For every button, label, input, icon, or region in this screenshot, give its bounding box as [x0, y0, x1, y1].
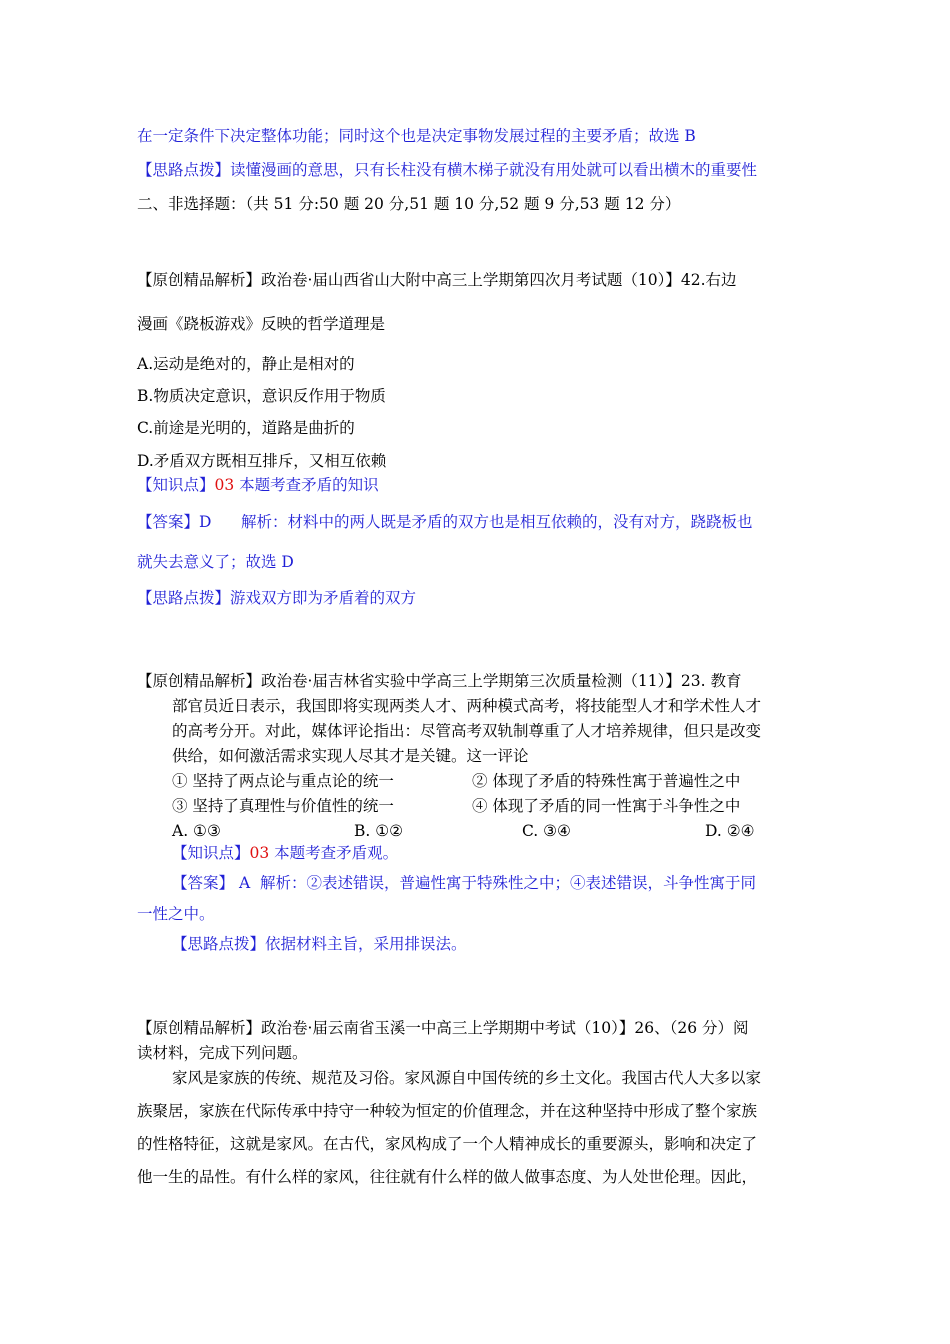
q26-paragraph-line: 族聚居，家族在代际传承中持守一种较为恒定的价值理念，并在这种坚持中形成了整个家族 — [137, 1102, 758, 1120]
q23-knowledge-point — [172, 843, 398, 863]
kp-label: 【知识点】 — [137, 476, 215, 494]
q42-answer-cont: 就失去意义了；故选 D — [137, 553, 294, 571]
tip-line — [137, 160, 757, 180]
tip-text: 依据材料主旨，采用排误法。 — [265, 935, 467, 953]
kp-code: 03 — [214, 476, 235, 494]
q23-stem-line: 供给，如何激活需求实现人尽其才是关键。这一评论 — [172, 747, 529, 765]
tip-text: 游戏双方即为矛盾着的双方 — [230, 589, 417, 607]
q23-tip — [172, 934, 467, 954]
q23-stem-line: 部官员近日表示，我国即将实现两类人才、两种模式高考，将技能型人才和学术性人才 — [172, 697, 762, 715]
q42-answer — [137, 512, 753, 532]
q26-paragraph-line: 他一生的品性。有什么样的家风，往往就有什么样的做人做事态度、为人处世伦理。因此， — [137, 1168, 758, 1186]
analysis-continuation: 在一定条件下决定整体功能；同时这个也是决定事物发展过程的主要矛盾；故选 B — [137, 127, 696, 145]
q42-option-c: C.前途是光明的，道路是曲折的 — [137, 419, 355, 437]
tip-label: 【思路点拨】 — [137, 161, 231, 179]
q23-item-3: ③ 坚持了真理性与价值性的统一 — [172, 797, 394, 815]
q26-paragraph-line: 家风是家族的传统、规范及习俗。家风源自中国传统的乡土文化。我国古代人大多以家 — [172, 1069, 762, 1087]
q23-item-1: ① 坚持了两点论与重点论的统一 — [172, 772, 394, 790]
q23-choice-b: B. ①② — [354, 822, 404, 840]
q23-source: 【原创精品解析】政治卷·届吉林省实验中学高三上学期第三次质量检测（11）】23. 教育 — [137, 672, 742, 690]
section-heading: 二、非选择题：（共 51 分:50 题 20 分,51 题 10 分,52 题 9 分,53 题 12 分） — [137, 195, 681, 213]
q26-source-cont: 读材料，完成下列问题。 — [137, 1044, 308, 1062]
q23-stem-line: 的高考分开。对此，媒体评论指出：尽管高考双轨制尊重了人才培养规律，但只是改变 — [172, 722, 762, 740]
q23-choice-c: C. ③④ — [522, 822, 571, 840]
answer-label: 【答案】 — [172, 874, 235, 892]
q42-knowledge-point — [137, 475, 379, 495]
q42-tip — [137, 588, 416, 608]
tip-text: 读懂漫画的意思，只有长柱没有横木梯子就没有用处就可以看出横木的重要性 — [230, 161, 758, 179]
answer-label: 【答案】 — [137, 513, 200, 531]
kp-code: 03 — [249, 844, 270, 862]
answer-text: A 解析：②表述错误，普遍性寓于特殊性之中；④表述错误，斗争性寓于同 — [234, 874, 756, 892]
q42-stem: 漫画《跷板游戏》反映的哲学道理是 — [137, 315, 386, 333]
tip-label: 【思路点拨】 — [172, 935, 266, 953]
q23-choice-a: A. ①③ — [172, 822, 221, 840]
q23-item-4: ④ 体现了矛盾的同一性寓于斗争性之中 — [472, 797, 741, 815]
q23-item-2: ② 体现了矛盾的特殊性寓于普遍性之中 — [472, 772, 741, 790]
kp-text: 本题考查矛盾的知识 — [234, 476, 379, 494]
q42-option-a: A.运动是绝对的，静止是相对的 — [137, 355, 355, 373]
q26-paragraph-line: 的性格特征，这就是家风。在古代，家风构成了一个人精神成长的重要源头，影响和决定了 — [137, 1135, 758, 1153]
q42-option-b: B.物质决定意识，意识反作用于物质 — [137, 387, 386, 405]
q26-source: 【原创精品解析】政治卷·届云南省玉溪一中高三上学期期中考试（10）】26、（26 分）阅 — [137, 1019, 749, 1037]
q23-answer — [172, 873, 756, 893]
q42-source: 【原创精品解析】政治卷·届山西省山大附中高三上学期第四次月考试题（10）】42.右边 — [137, 271, 737, 289]
answer-text: D 解析：材料中的两人既是矛盾的双方也是相互依赖的，没有对方，跷跷板也 — [199, 513, 753, 531]
kp-label: 【知识点】 — [172, 844, 250, 862]
q23-answer-cont: 一性之中。 — [137, 905, 215, 923]
tip-label: 【思路点拨】 — [137, 589, 231, 607]
kp-text: 本题考查矛盾观。 — [269, 844, 399, 862]
q42-option-d: D.矛盾双方既相互排斥，又相互依赖 — [137, 452, 387, 470]
q23-choice-d: D. ②④ — [705, 822, 755, 840]
